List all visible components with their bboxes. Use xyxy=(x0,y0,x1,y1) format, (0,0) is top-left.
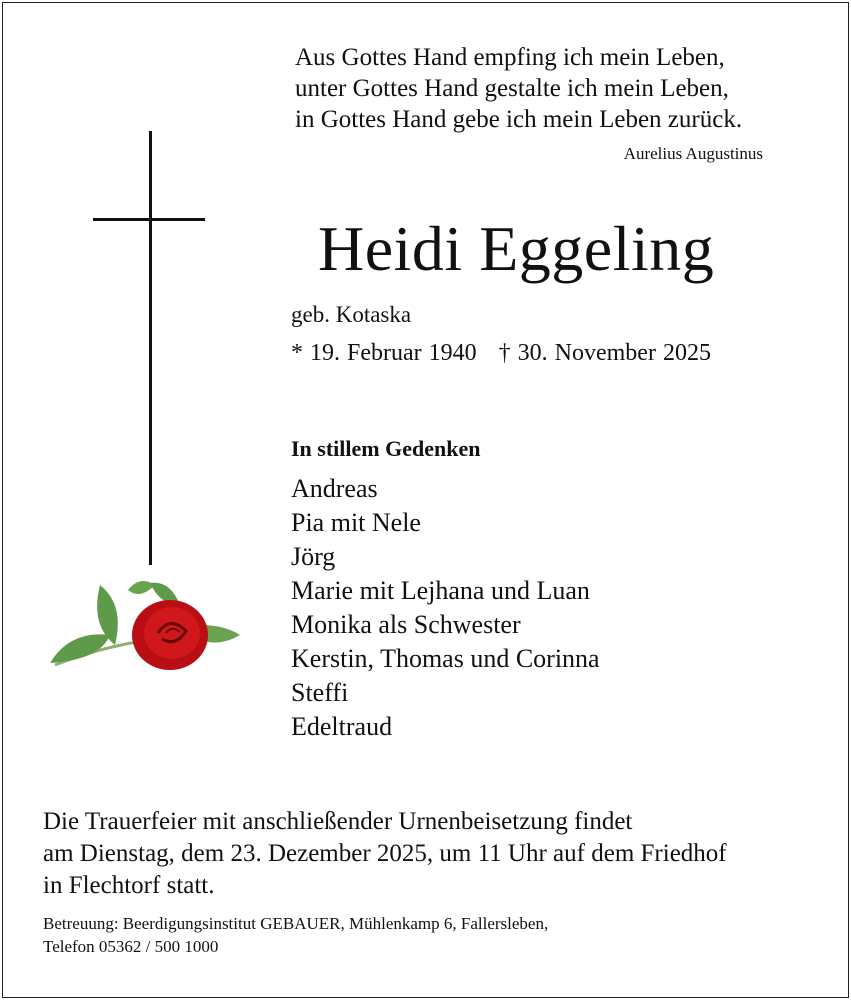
mourner: Steffi xyxy=(291,678,349,707)
birth-date: * 19. Februar 1940 xyxy=(291,340,477,366)
quote xyxy=(295,42,742,135)
rose-image xyxy=(40,575,245,675)
mourner: Edeltraud xyxy=(291,712,393,741)
mourner: Monika als Schwester xyxy=(291,610,521,639)
mourner: Pia mit Nele xyxy=(291,508,421,537)
quote-line: in Gottes Hand gebe ich mein Leben zurück. xyxy=(295,106,743,133)
quote-line: Aus Gottes Hand empfing ich mein Leben, xyxy=(295,44,725,71)
service-line: Die Trauerfeier mit anschließender Urnenbeisetzung findet xyxy=(43,808,633,835)
cross-icon-bar xyxy=(93,218,205,221)
cross-icon xyxy=(149,131,152,565)
death-date: † 30. November 2025 xyxy=(498,340,711,366)
birth-name: geb. Kotaska xyxy=(291,302,412,327)
service-info xyxy=(43,806,727,902)
service-line: in Flechtorf statt. xyxy=(43,872,215,899)
service-line: am Dienstag, dem 23. Dezember 2025, um 11 Uhr auf dem Friedhof xyxy=(43,840,727,867)
mourner: Andreas xyxy=(291,474,378,503)
mourner: Jörg xyxy=(291,542,336,571)
mourner: Kerstin, Thomas und Corinna xyxy=(291,644,600,673)
mourner: Marie mit Lejhana und Luan xyxy=(291,576,590,605)
quote-line: unter Gottes Hand gestalte ich mein Leben, xyxy=(295,75,729,102)
funeral-home-info xyxy=(43,912,548,958)
mourners-list xyxy=(291,472,600,744)
deceased-name: Heidi Eggeling xyxy=(318,213,715,284)
life-dates xyxy=(291,340,711,367)
footer-line: Telefon 05362 / 500 1000 xyxy=(43,937,219,956)
mourners-heading: In stillem Gedenken xyxy=(291,436,481,461)
quote-author: Aurelius Augustinus xyxy=(623,144,763,163)
footer-line: Betreuung: Beerdigungsinstitut GEBAUER, Mühlenkamp 6, Fallersleben, xyxy=(43,914,549,933)
